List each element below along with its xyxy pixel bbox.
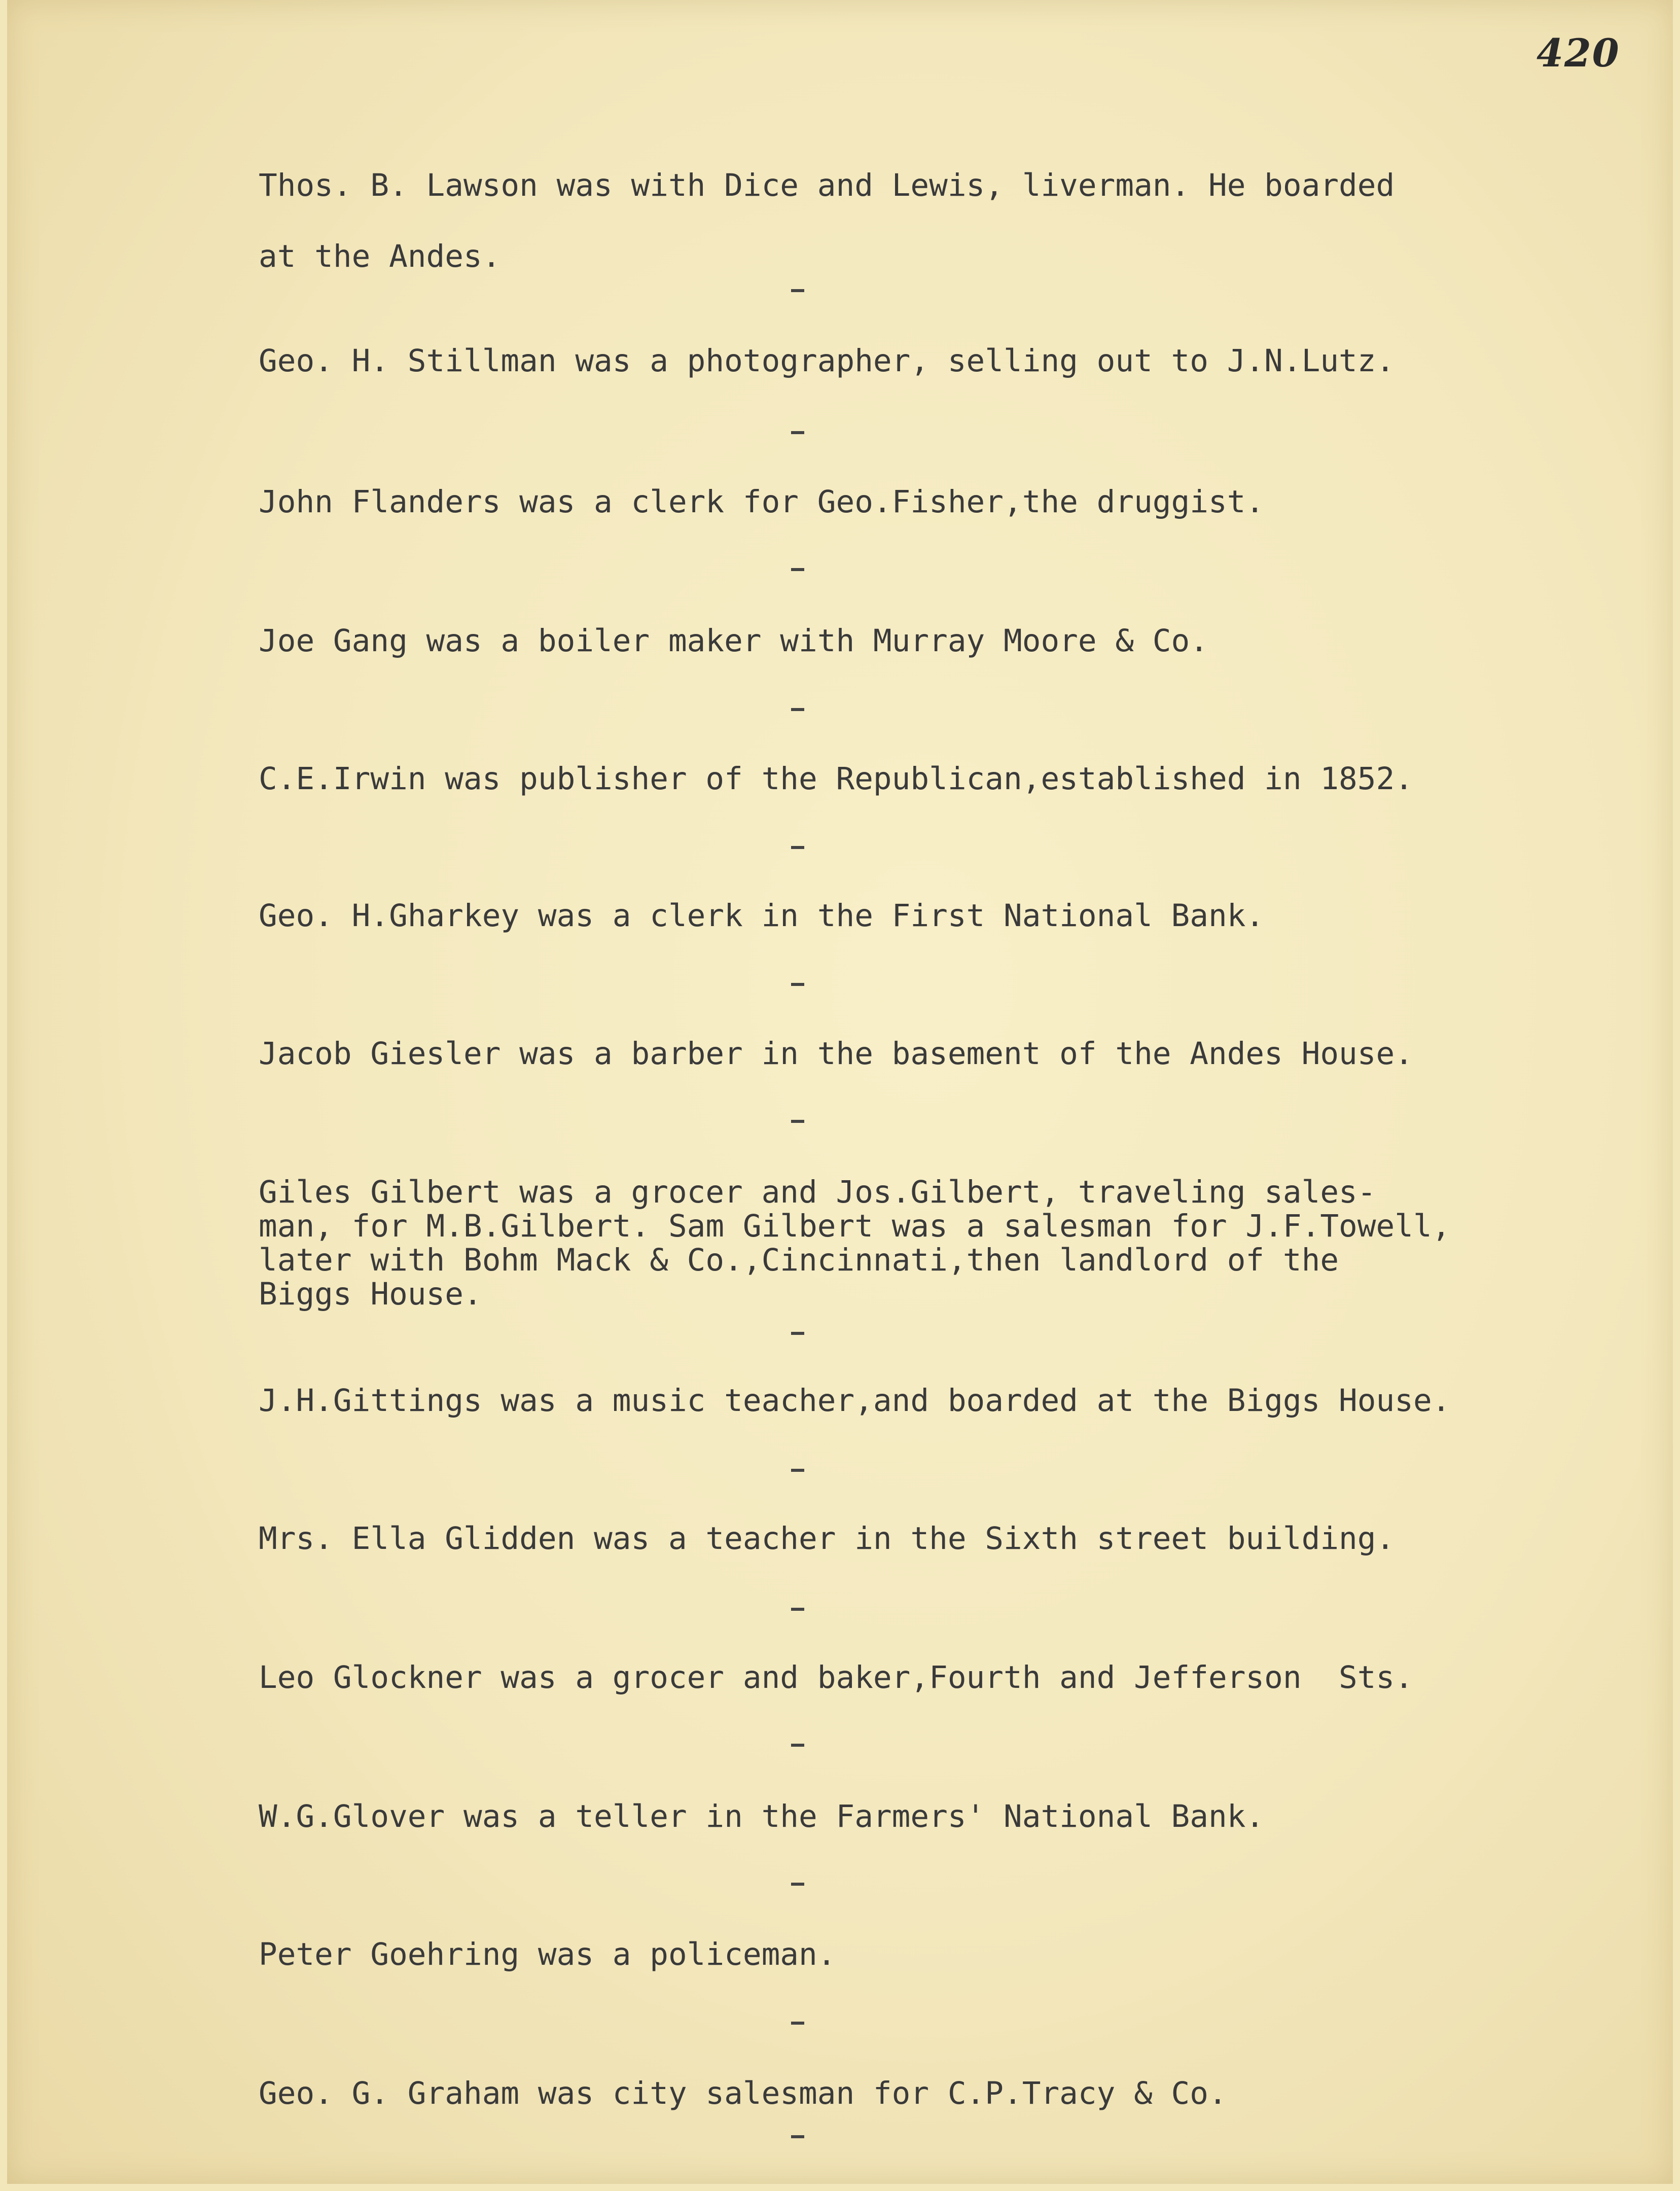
separator-dash (791, 2022, 804, 2025)
separator-dash (791, 1120, 804, 1123)
separator-dash (791, 1332, 804, 1335)
separator-dash (791, 289, 804, 292)
separator-dash (791, 1608, 804, 1611)
page-number: 420 (1536, 30, 1620, 76)
entry-gharkey: Geo. H.Gharkey was a clerk in the First National Bank. (259, 898, 1265, 934)
separator-dash (791, 1744, 804, 1747)
entry-giesler: Jacob Giesler was a barber in the basement of the Andes House. (259, 1036, 1413, 1072)
entry-flanders: John Flanders was a clerk for Geo.Fisher,the druggist. (259, 484, 1265, 520)
entry-glidden: Mrs. Ella Glidden was a teacher in the Sixth street building. (259, 1521, 1395, 1557)
separator-dash (791, 708, 804, 711)
separator-dash (791, 983, 804, 986)
separator-dash (791, 568, 804, 571)
entry-gilbert: Giles Gilbert was a grocer and Jos.Gilbert, traveling sales- man, for M.B.Gilbert. Sam Gilbert was a salesman for J.F.Towell, later with Bohm Mack & Co.,Cincinnati,then landlord of the Biggs House. (259, 1174, 1451, 1312)
entry-graham: Geo. G. Graham was city salesman for C.P.Tracy & Co. (259, 2075, 1227, 2111)
entry-gang: Joe Gang was a boiler maker with Murray Moore & Co. (259, 623, 1208, 659)
separator-dash (791, 2135, 804, 2138)
separator-dash (791, 1883, 804, 1886)
separator-dash (791, 431, 804, 434)
entry-glockner: Leo Glockner was a grocer and baker,Fourth and Jefferson Sts. (259, 1659, 1413, 1695)
entry-glover: W.G.Glover was a teller in the Farmers' National Bank. (259, 1798, 1265, 1834)
entry-stillman: Geo. H. Stillman was a photographer, selling out to J.N.Lutz. (259, 343, 1395, 379)
separator-dash (791, 846, 804, 849)
entry-gittings: J.H.Gittings was a music teacher,and boarded at the Biggs House. (259, 1383, 1451, 1419)
entry-lawson: Thos. B. Lawson was with Dice and Lewis, liverman. He boarded at the Andes. (259, 167, 1395, 274)
entry-goehring: Peter Goehring was a policeman. (259, 1936, 836, 1972)
separator-dash (791, 1469, 804, 1472)
entry-irwin: C.E.Irwin was publisher of the Republican,established in 1852. (259, 761, 1413, 797)
